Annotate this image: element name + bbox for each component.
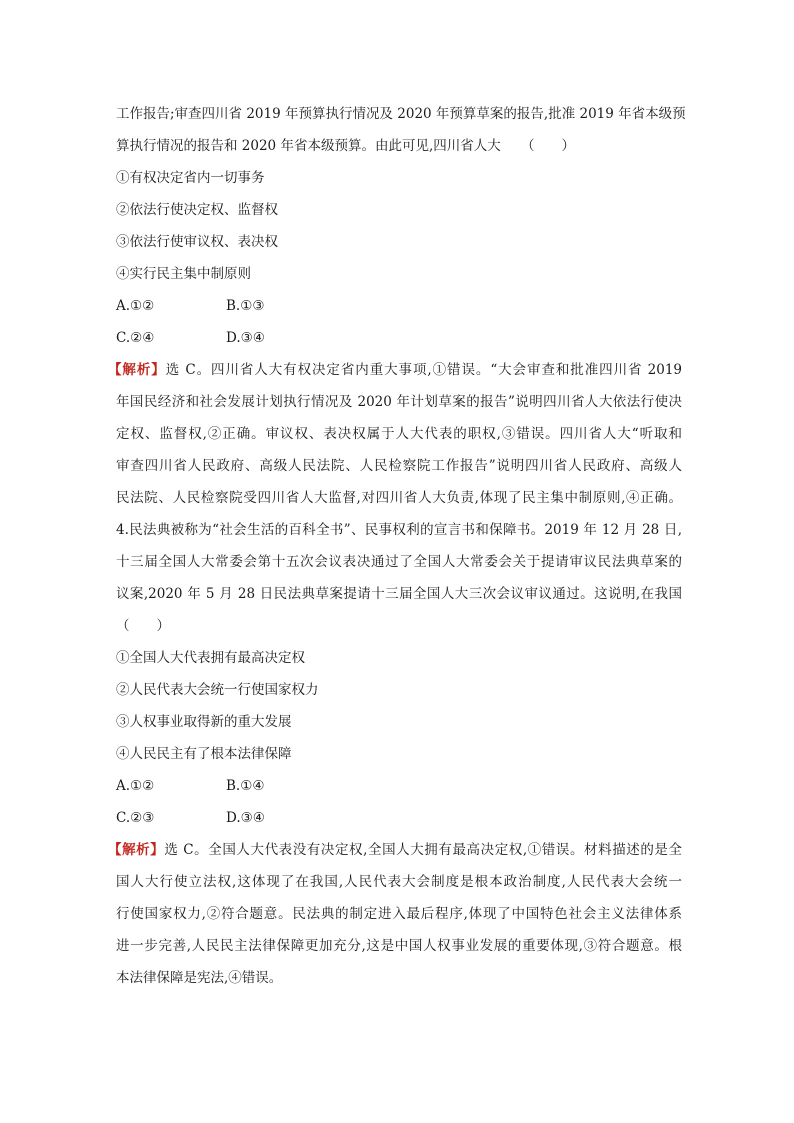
q3-analysis-line — [108, 354, 682, 386]
q3-stem-line: 工作报告;审查四川省 2019 年预算执行情况及 2020 年预算草案的报告,批准 2019 年省本级预 — [116, 106, 686, 122]
q3-analysis-line: 定权、监督权,②正确。审议权、表决权属于人大代表的职权,③错误。四川省人大“听取和 — [116, 426, 682, 442]
q3-option-d: D.③④ — [226, 330, 265, 346]
q4-option-a: A.①② — [116, 778, 155, 794]
q3-item-2: ②依法行使决定权、监督权 — [116, 202, 278, 218]
q4-option-c: C.②③ — [116, 810, 155, 826]
q4-stem-line: 十三届全国人大常委会第十五次会议表决通过了全国人大常委会关于提请审议民法典草案的 — [116, 554, 682, 570]
q4-analysis-line: 国人大行使立法权,这体现了在我国,人民代表大会制度是根本政治制度,人民代表大会统一 — [116, 874, 682, 890]
q4-analysis-line: 行使国家权力,②符合题意。民法典的制定进入最后程序,体现了中国特色社会主义法律体系 — [116, 906, 682, 922]
q4-options-row-1 — [116, 770, 682, 802]
q4-stem-line: 议案,2020 年 5 月 28 日民法典草案提请十三届全国人大三次会议审议通过。这说明,在我国 — [116, 586, 682, 602]
q3-option-c: C.②④ — [116, 330, 155, 346]
q4-item-3: ③人权事业取得新的重大发展 — [116, 714, 292, 730]
q4-stem-line: 4.民法典被称为“社会生活的百科全书”、民事权利的宣言书和保障书。2019 年 12 月 28 日, — [116, 522, 682, 538]
q3-analysis-text: 选 C。四川省人大有权决定省内重大事项,①错误。“大会审查和批准四川省 2019 — [165, 362, 682, 378]
q3-options-row-2 — [116, 322, 682, 354]
q3-analysis-line: 民法院、人民检察院受四川省人大监督,对四川省人大负责,体现了民主集中制原则,④正确。 — [116, 490, 682, 506]
q4-analysis-line — [108, 834, 682, 866]
q3-analysis-line: 审查四川省人民政府、高级人民法院、人民检察院工作报告”说明四川省人民政府、高级人 — [116, 458, 682, 474]
q3-item-4: ④实行民主集中制原则 — [116, 266, 251, 282]
q3-analysis-tag: 【解析】 — [108, 362, 166, 378]
q4-answer-bracket: （ ） — [116, 618, 170, 634]
q4-option-b: B.①④ — [226, 778, 265, 794]
q4-analysis-line: 进一步完善,人民民主法律保障更加充分,这是中国人权事业发展的重要体现,③符合题意。根 — [116, 938, 682, 954]
q4-item-4: ④人民民主有了根本法律保障 — [116, 746, 292, 762]
q3-options-row-1 — [116, 290, 682, 322]
q4-option-d: D.③④ — [226, 810, 265, 826]
q4-analysis-text: 选 C。全国人大代表没有决定权,全国人大拥有最高决定权,①错误。材料描述的是全 — [164, 842, 683, 858]
q3-stem-line: 算执行情况的报告和 2020 年省本级预算。由此可见,四川省人大 （ ） — [116, 138, 575, 154]
q4-item-1: ①全国人大代表拥有最高决定权 — [116, 650, 305, 666]
q4-analysis-tag: 【解析】 — [108, 842, 165, 858]
q3-option-a: A.①② — [116, 298, 155, 314]
q3-item-3: ③依法行使审议权、表决权 — [116, 234, 278, 250]
q3-item-1: ①有权决定省内一切事务 — [116, 170, 265, 186]
question-content — [108, 98, 686, 994]
q3-analysis-line: 年国民经济和社会发展计划执行情况及 2020 年计划草案的报告”说明四川省人大依法行使决 — [116, 394, 682, 410]
q4-item-2: ②人民代表大会统一行使国家权力 — [116, 682, 319, 698]
q3-option-b: B.①③ — [226, 298, 265, 314]
q4-analysis-line: 本法律保障是宪法,④错误。 — [116, 970, 283, 986]
q4-options-row-2 — [116, 802, 682, 834]
